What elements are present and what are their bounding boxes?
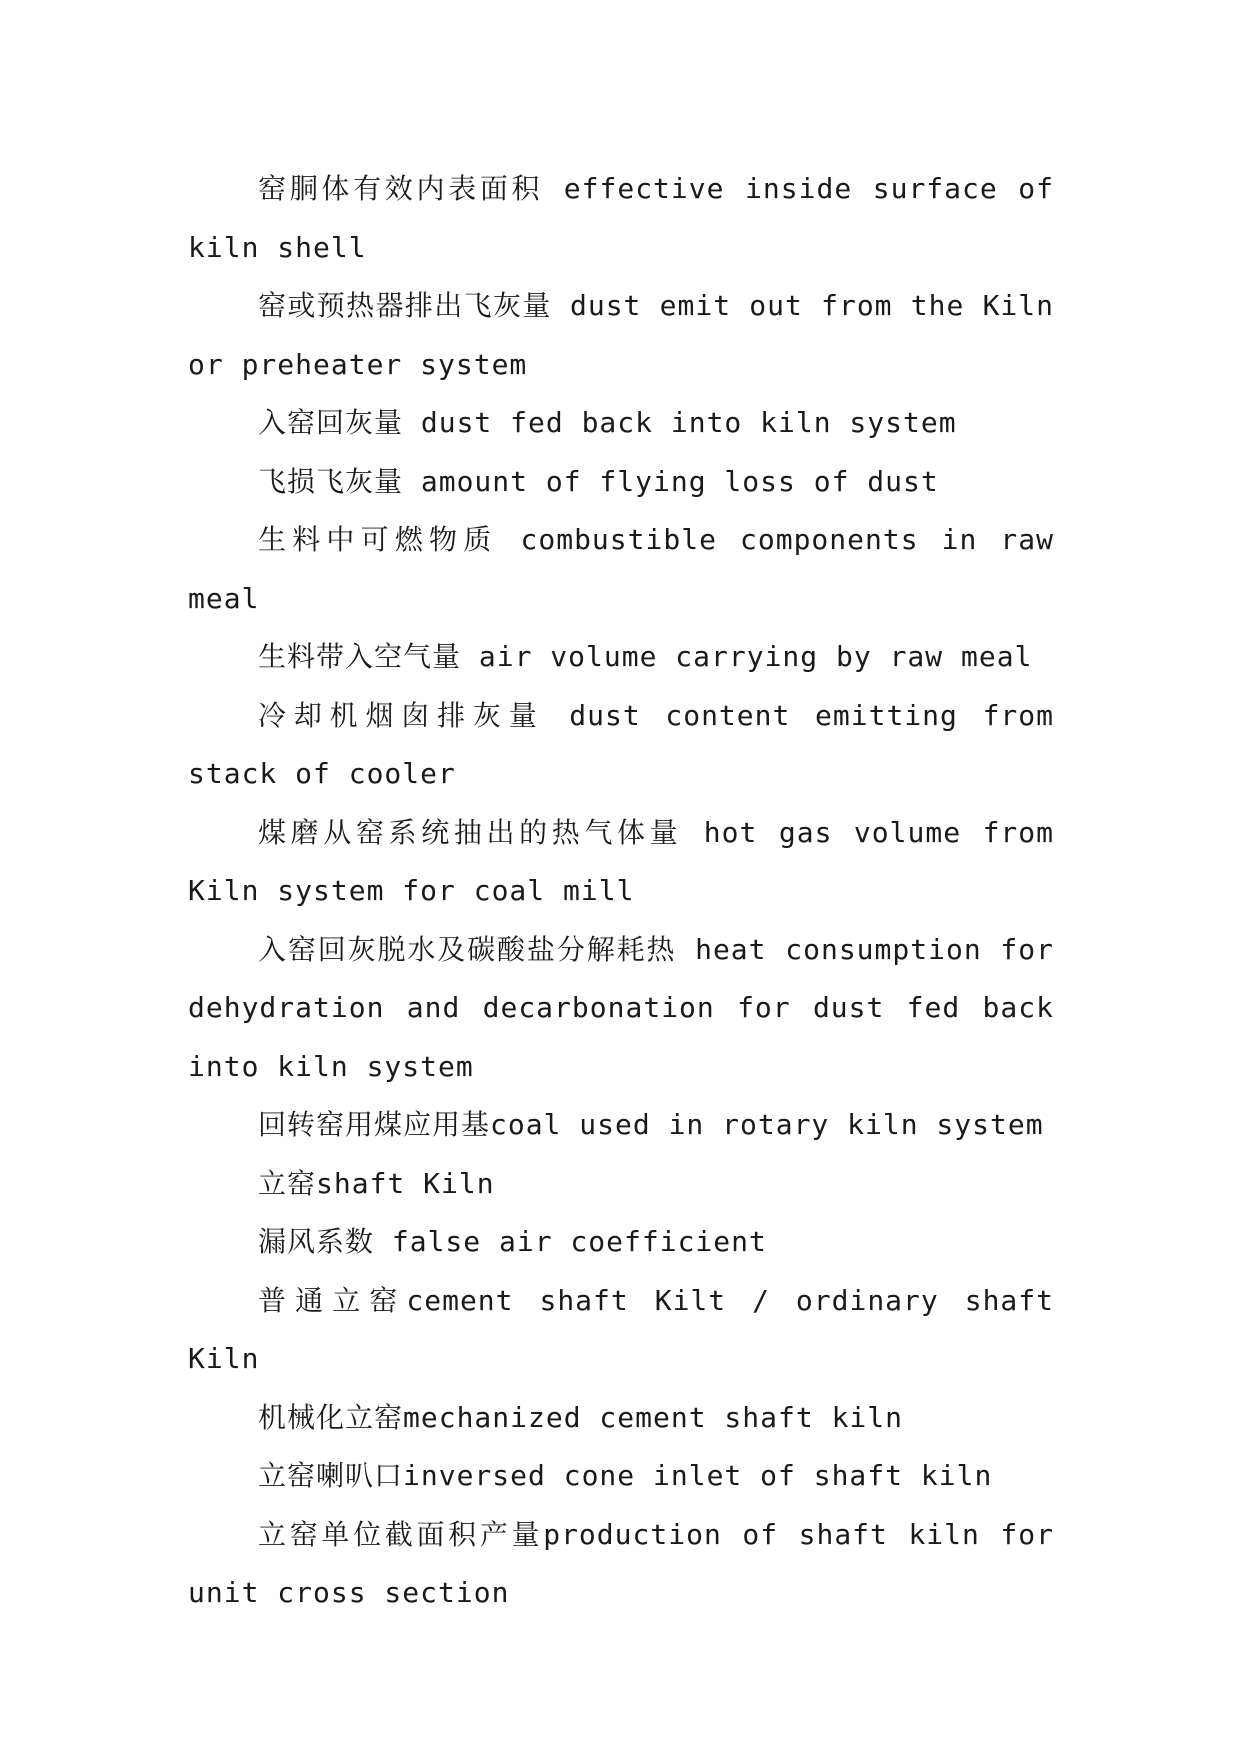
glossary-entry-6: 生料带入空气量 air volume carrying by raw meal xyxy=(258,640,1033,673)
glossary-entry-7: 冷却机烟囱排灰量 dust content emitting from stack of cooler xyxy=(188,698,1054,790)
glossary-entry-3: 入窑回灰量 dust fed back into kiln system xyxy=(258,406,957,439)
glossary-entry-12: 漏风系数 false air coefficient xyxy=(258,1225,767,1258)
glossary-entry-8: 煤磨从窑系统抽出的热气体量 hot gas volume from Kiln system for coal mill xyxy=(188,815,1054,907)
glossary-entry-14: 机械化立窑mechanized cement shaft kiln xyxy=(258,1400,904,1434)
document-page xyxy=(188,160,1054,1623)
glossary-entry-4: 飞损飞灰量 amount of flying loss of dust xyxy=(258,464,939,498)
glossary-entry-13: 普通立窑cement shaft Kilt / ordinary shaft Kiln xyxy=(188,1283,1054,1375)
glossary-entry-9: 入窑回灰脱水及碳酸盐分解耗热 heat consumption for dehydration and decarbonation for dust fed back into kiln system xyxy=(188,932,1054,1083)
glossary-entry-11: 立窑shaft Kiln xyxy=(258,1166,495,1200)
glossary-entry-5: 生料中可燃物质 combustible components in raw meal xyxy=(188,523,1054,615)
glossary-entry-1: 窑胴体有效内表面积 effective inside surface of kiln shell xyxy=(188,172,1054,264)
glossary-entry-16: 立窑单位截面积产量production of shaft kiln for unit cross section xyxy=(188,1517,1054,1609)
glossary-entry-2: 窑或预热器排出飞灰量 dust emit out from the Kiln or preheater system xyxy=(188,289,1054,381)
glossary-entry-15: 立窑喇叭口inversed cone inlet of shaft kiln xyxy=(258,1459,993,1492)
glossary-entry-10: 回转窑用煤应用基coal used in rotary kiln system xyxy=(258,1108,1044,1141)
